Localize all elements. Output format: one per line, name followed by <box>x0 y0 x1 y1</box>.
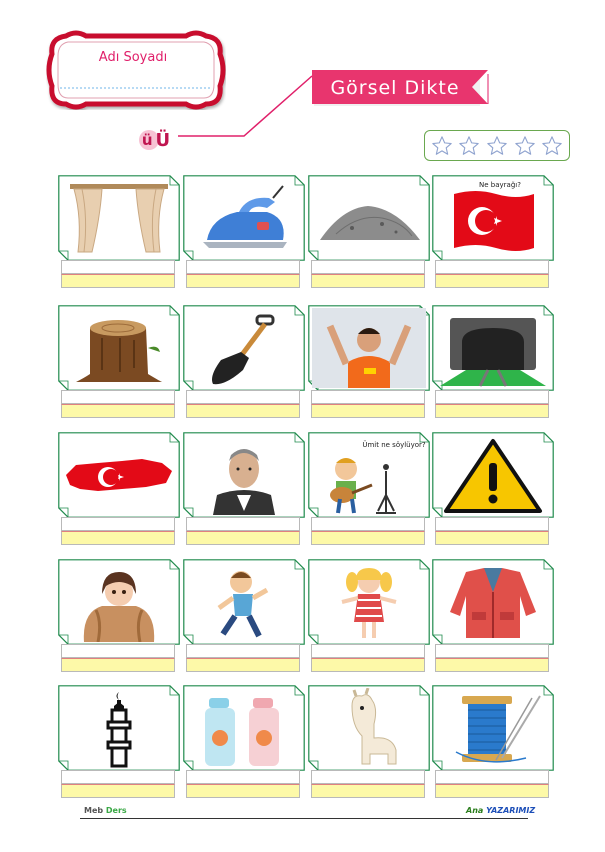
picture-cell <box>308 685 430 803</box>
writing-lines[interactable] <box>186 517 300 545</box>
writing-lines[interactable] <box>186 260 300 288</box>
ash-pile-icon <box>312 178 426 258</box>
writing-lines[interactable] <box>435 260 549 288</box>
jacket-icon <box>436 562 550 642</box>
writing-line-top[interactable] <box>61 644 175 658</box>
star-icon[interactable] <box>431 135 453 157</box>
football-player-icon <box>312 308 426 388</box>
picture-card <box>308 559 430 645</box>
footer-line <box>80 818 528 819</box>
picture-card <box>58 432 180 518</box>
writing-line-top[interactable] <box>186 390 300 404</box>
star-rating[interactable] <box>424 130 570 161</box>
little-girl-icon <box>312 562 426 642</box>
picture-card <box>58 305 180 391</box>
writing-line-bottom[interactable] <box>435 531 549 545</box>
picture-cell <box>432 432 554 550</box>
writing-line-bottom[interactable] <box>311 531 425 545</box>
writing-lines[interactable] <box>311 517 425 545</box>
writing-line-bottom[interactable] <box>186 531 300 545</box>
bottles-icon <box>187 688 301 768</box>
writing-lines[interactable] <box>311 390 425 418</box>
page-title: Görsel Dikte <box>330 77 460 99</box>
picture-cell <box>183 305 305 423</box>
writing-line-top[interactable] <box>311 517 425 531</box>
star-icon[interactable] <box>458 135 480 157</box>
minaret-icon <box>62 688 176 768</box>
picture-card <box>183 305 305 391</box>
picture-card <box>432 305 554 391</box>
picture-card <box>183 175 305 261</box>
writing-line-top[interactable] <box>435 517 549 531</box>
picture-card <box>183 685 305 771</box>
picture-card <box>432 432 554 518</box>
writing-lines[interactable] <box>435 770 549 798</box>
writing-line-top[interactable] <box>61 390 175 404</box>
singer-icon <box>312 435 426 515</box>
picture-card <box>308 432 430 518</box>
picture-cell <box>432 175 554 293</box>
picture-cell <box>58 559 180 677</box>
picture-card <box>183 559 305 645</box>
writing-line-top[interactable] <box>61 770 175 784</box>
tree-stump-icon <box>62 308 176 388</box>
letter-big: Ü <box>155 129 171 151</box>
fur-coat-girl-icon <box>62 562 176 642</box>
letter-badge <box>137 124 175 156</box>
writing-line-bottom[interactable] <box>186 784 300 798</box>
writing-lines[interactable] <box>435 390 549 418</box>
letter-small: ü <box>141 131 153 149</box>
writing-line-bottom[interactable] <box>61 404 175 418</box>
picture-card <box>432 175 554 261</box>
thread-spool-icon <box>436 688 550 768</box>
turkey-map-icon <box>62 435 176 515</box>
llama-icon <box>312 688 426 768</box>
picture-cell <box>308 305 430 423</box>
picture-card <box>58 175 180 261</box>
writing-line-top[interactable] <box>186 644 300 658</box>
star-icon[interactable] <box>541 135 563 157</box>
picture-cell <box>308 432 430 550</box>
picture-cell <box>308 175 430 293</box>
picture-cell <box>432 559 554 677</box>
writing-line-top[interactable] <box>435 644 549 658</box>
writing-line-bottom[interactable] <box>186 658 300 672</box>
ataturk-portrait-icon <box>187 435 301 515</box>
writing-lines[interactable] <box>435 644 549 672</box>
picture-cell <box>58 175 180 293</box>
star-icon[interactable] <box>486 135 508 157</box>
picture-card <box>432 559 554 645</box>
picture-cell <box>58 685 180 803</box>
writing-line-top[interactable] <box>435 390 549 404</box>
warning-sign-icon <box>436 435 550 515</box>
name-plate <box>46 30 226 110</box>
writing-lines[interactable] <box>61 260 175 288</box>
writing-line-bottom[interactable] <box>311 404 425 418</box>
writing-line-bottom[interactable] <box>435 658 549 672</box>
picture-cell <box>183 432 305 550</box>
star-icon[interactable] <box>514 135 536 157</box>
picture-cell <box>183 175 305 293</box>
writing-lines[interactable] <box>61 390 175 418</box>
writing-line-bottom[interactable] <box>435 274 549 288</box>
running-boy-icon <box>187 562 301 642</box>
writing-line-top[interactable] <box>435 260 549 274</box>
writing-line-top[interactable] <box>61 517 175 531</box>
writing-lines[interactable] <box>186 390 300 418</box>
writing-line-top[interactable] <box>435 770 549 784</box>
writing-line-top[interactable] <box>311 390 425 404</box>
writing-lines[interactable] <box>311 644 425 672</box>
writing-line-bottom[interactable] <box>311 784 425 798</box>
picture-card <box>308 175 430 261</box>
iron-icon <box>187 178 301 258</box>
footer-author: Ana YAZARIMIZ <box>466 806 536 815</box>
writing-line-top[interactable] <box>311 644 425 658</box>
picture-cell <box>183 685 305 803</box>
picture-cell <box>58 305 180 423</box>
picture-card <box>58 685 180 771</box>
name-label: Adı Soyadı <box>98 50 168 65</box>
writing-line-bottom[interactable] <box>186 404 300 418</box>
picture-card <box>432 685 554 771</box>
writing-line-top[interactable] <box>186 517 300 531</box>
writing-lines[interactable] <box>186 644 300 672</box>
writing-line-bottom[interactable] <box>61 658 175 672</box>
writing-line-bottom[interactable] <box>435 784 549 798</box>
picture-caption: Ne bayrağı? <box>479 181 521 189</box>
picture-cell <box>308 559 430 677</box>
picture-card <box>58 559 180 645</box>
writing-line-bottom[interactable] <box>61 274 175 288</box>
picture-card <box>308 685 430 771</box>
tunnel-icon <box>436 308 550 388</box>
picture-card <box>308 305 430 391</box>
writing-line-top[interactable] <box>186 260 300 274</box>
writing-lines[interactable] <box>435 517 549 545</box>
writing-line-top[interactable] <box>61 260 175 274</box>
writing-lines[interactable] <box>186 770 300 798</box>
writing-line-bottom[interactable] <box>311 274 425 288</box>
shovel-icon <box>187 308 301 388</box>
writing-line-bottom[interactable] <box>311 658 425 672</box>
writing-lines[interactable] <box>61 644 175 672</box>
writing-line-bottom[interactable] <box>61 531 175 545</box>
writing-lines[interactable] <box>61 517 175 545</box>
curtain-icon <box>62 178 176 258</box>
writing-line-bottom[interactable] <box>186 274 300 288</box>
picture-cell <box>183 559 305 677</box>
picture-cell <box>432 305 554 423</box>
writing-line-bottom[interactable] <box>61 784 175 798</box>
writing-line-bottom[interactable] <box>435 404 549 418</box>
picture-caption: Ümit ne söylüyor? <box>362 441 426 449</box>
turkish-flag-icon <box>436 178 550 258</box>
writing-lines[interactable] <box>61 770 175 798</box>
writing-line-top[interactable] <box>311 260 425 274</box>
writing-line-top[interactable] <box>311 770 425 784</box>
writing-lines[interactable] <box>311 770 425 798</box>
footer-brand: Meb Ders <box>84 806 127 815</box>
picture-cell <box>58 432 180 550</box>
picture-cell <box>432 685 554 803</box>
writing-line-top[interactable] <box>186 770 300 784</box>
picture-card <box>183 432 305 518</box>
writing-lines[interactable] <box>311 260 425 288</box>
